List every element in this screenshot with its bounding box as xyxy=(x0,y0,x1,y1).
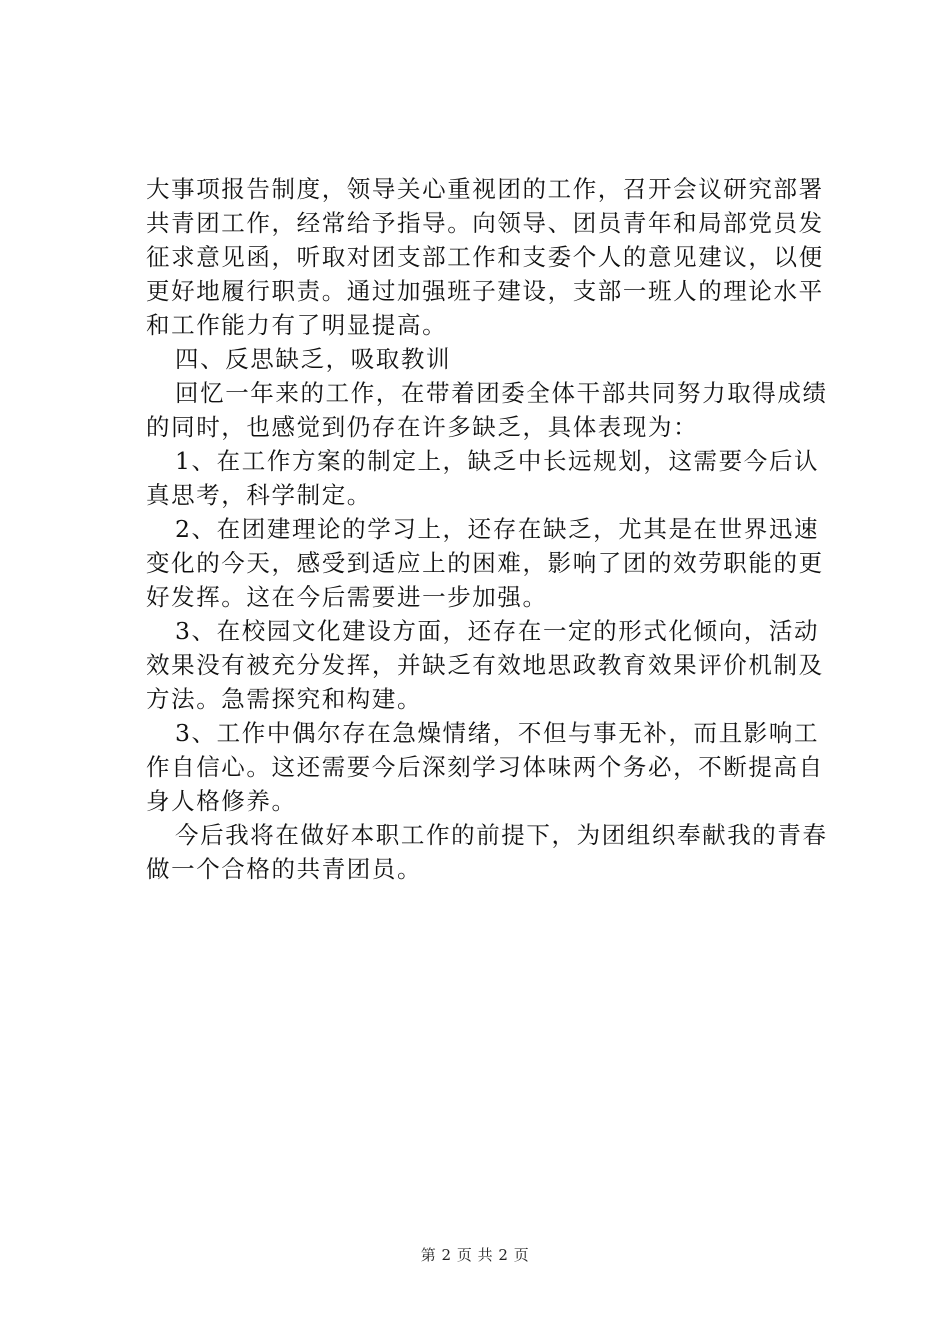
list-item-4-line-1: 3、工作中偶尔存在急燥情绪，不但与事无补，而且影响工 xyxy=(175,719,820,747)
section-heading: 四、反思缺乏，吸取教训 xyxy=(175,345,452,373)
list-item-2-line-2: 变化的今天，感受到适应上的困难，影响了团的效劳职能的更 xyxy=(146,549,824,577)
body-line-2: 共青团工作，经常给予指导。向领导、团员青年和局部党员发 xyxy=(146,209,824,237)
list-item-3-line-1: 3、在校园文化建设方面，还存在一定的形式化倾向，活动 xyxy=(175,617,820,645)
closing-line-1: 今后我将在做好本职工作的前提下，为团组织奉献我的青春 xyxy=(175,821,828,849)
body-line-1: 大事项报告制度，领导关心重视团的工作，召开会议研究部署 xyxy=(146,175,824,203)
list-item-4-line-3: 身人格修养。 xyxy=(146,787,297,815)
body-line-3: 征求意见函，听取对团支部工作和支委个人的意见建议，以便 xyxy=(146,243,824,271)
page-number-footer: 第 2 页 共 2 页 xyxy=(420,1246,530,1264)
closing-line-2: 做一个合格的共青团员。 xyxy=(146,855,423,883)
list-item-1-line-2: 真思考，科学制定。 xyxy=(146,481,372,509)
list-item-4-line-2: 作自信心。这还需要今后深刻学习体味两个务必，不断提高自 xyxy=(146,753,824,781)
body-line-4: 更好地履行职责。通过加强班子建设，支部一班人的理论水平 xyxy=(146,277,824,305)
body-line-8: 的同时，也感觉到仍存在许多缺乏，具体表现为： xyxy=(146,413,699,441)
list-item-3-line-3: 方法。急需探究和构建。 xyxy=(146,685,423,713)
list-item-2-line-3: 好发挥。这在今后需要进一步加强。 xyxy=(146,583,548,611)
body-line-5: 和工作能力有了明显提高。 xyxy=(146,311,448,339)
list-item-3-line-2: 效果没有被充分发挥，并缺乏有效地思政教育效果评价机制及 xyxy=(146,651,824,679)
document-body xyxy=(146,172,828,886)
body-line-7: 回忆一年来的工作，在带着团委全体干部共同努力取得成绩 xyxy=(175,379,828,407)
list-item-2-line-1: 2、在团建理论的学习上，还存在缺乏，尤其是在世界迅速 xyxy=(175,515,820,543)
list-item-1-line-1: 1、在工作方案的制定上，缺乏中长远规划，这需要今后认 xyxy=(175,447,820,475)
